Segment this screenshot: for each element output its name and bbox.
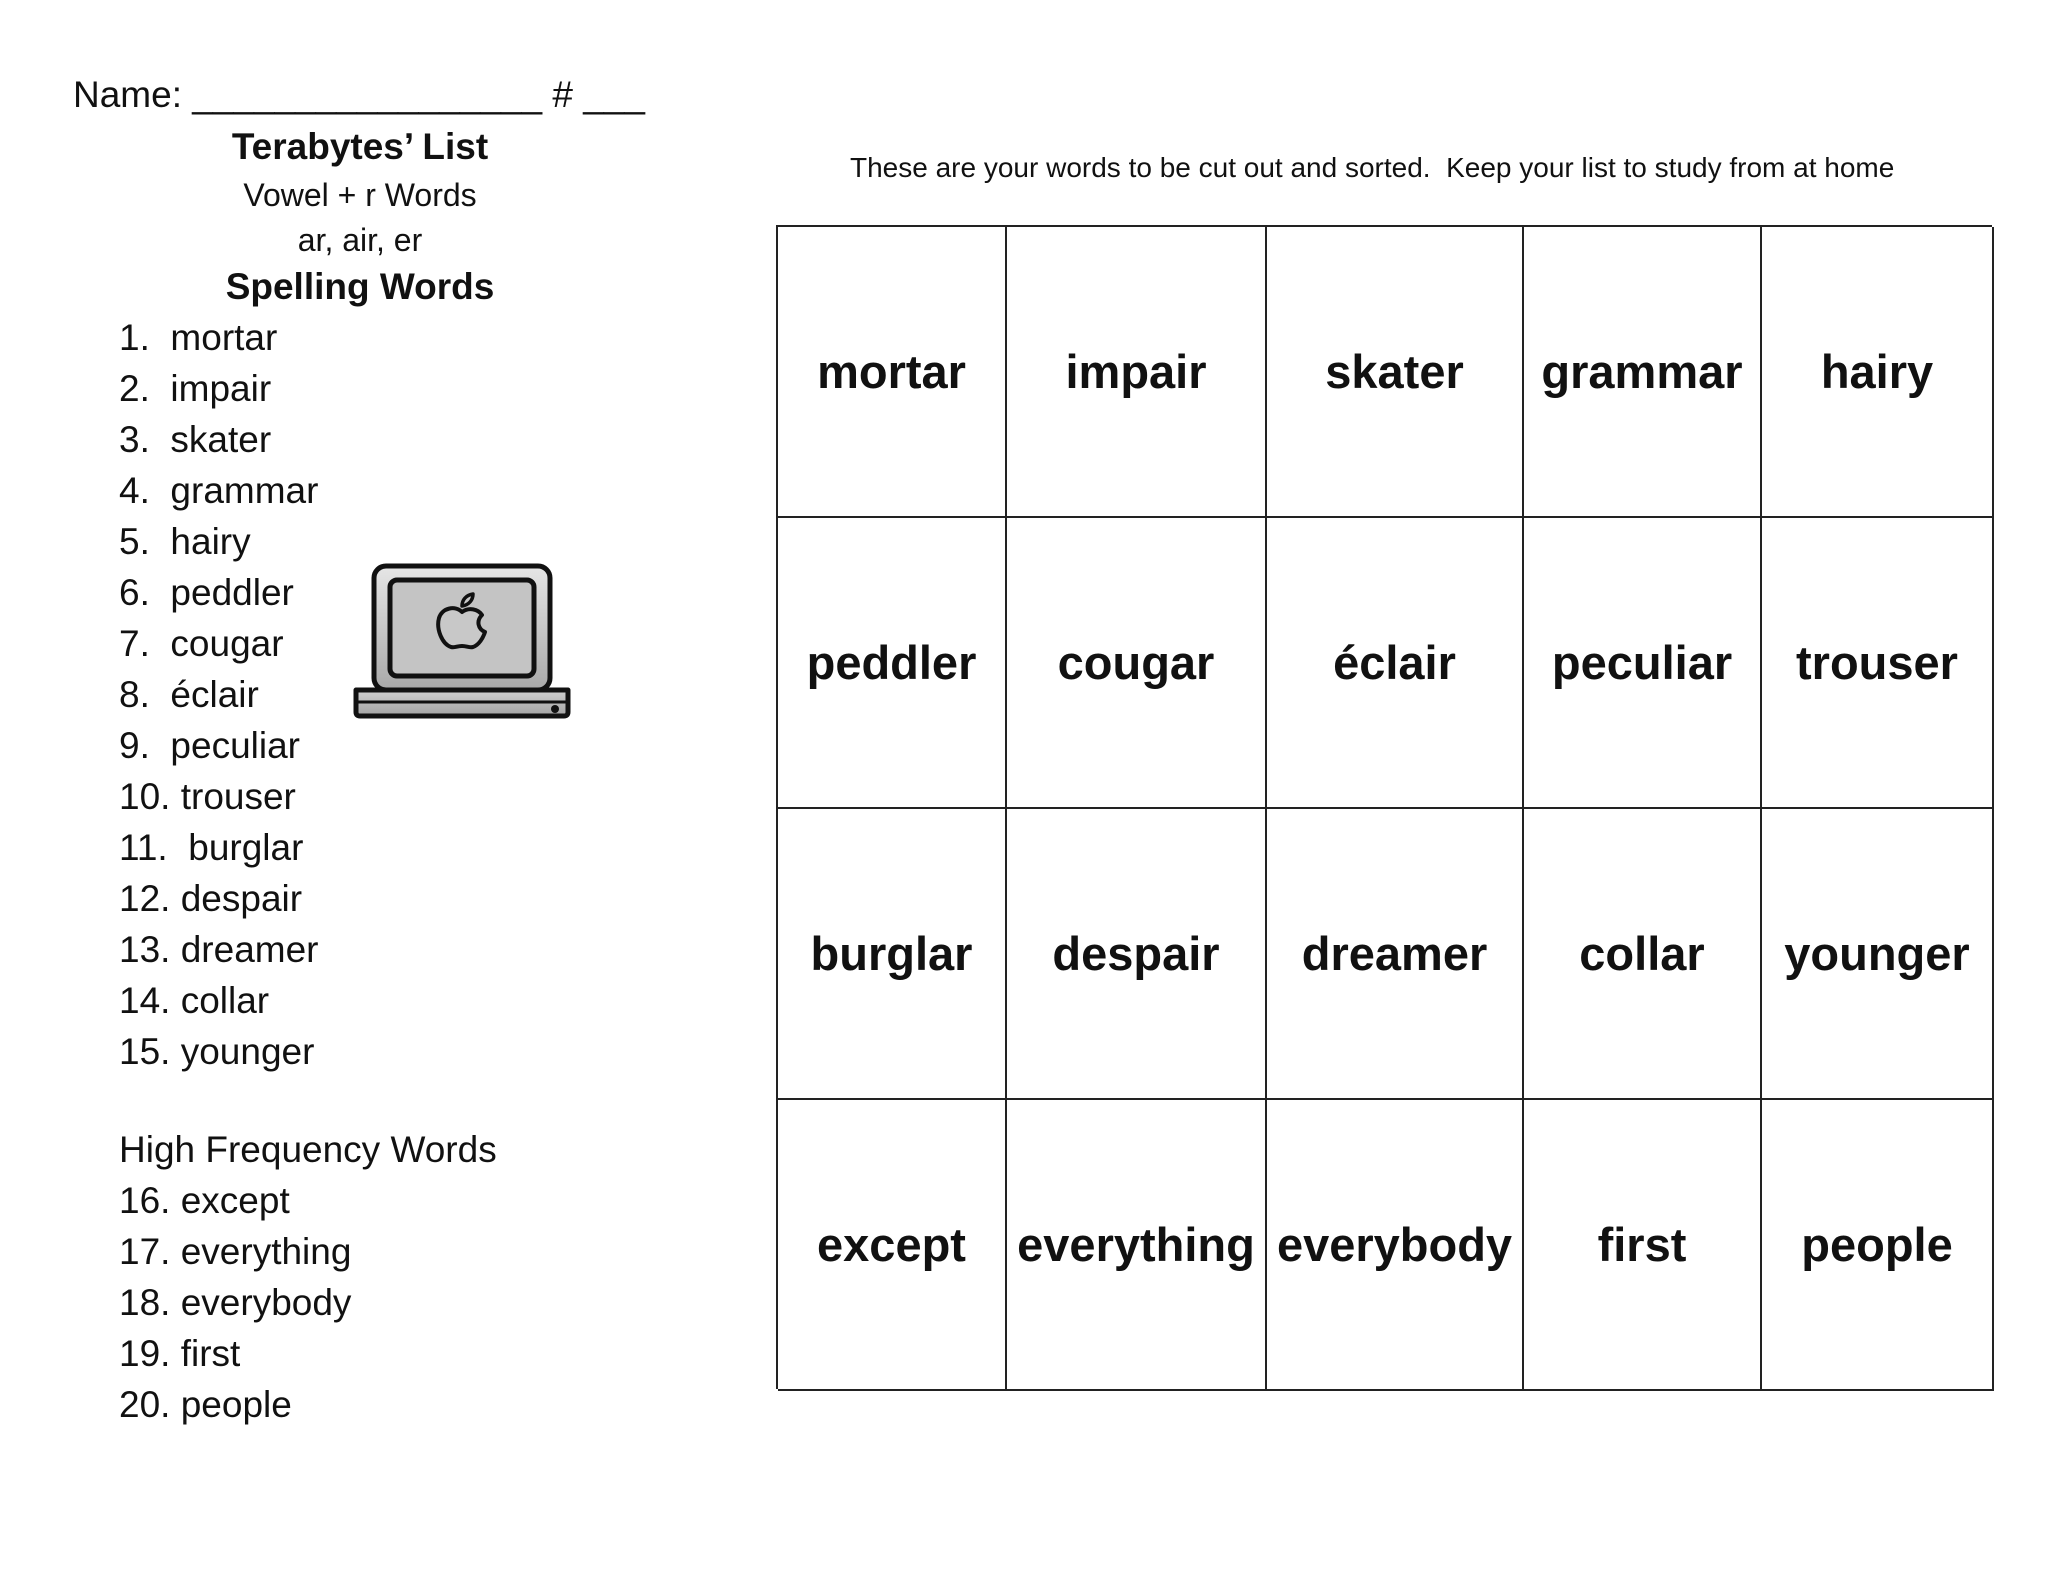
spelling-word-item: 14. collar <box>119 980 270 1021</box>
spelling-words-heading: Spelling Words <box>225 266 495 307</box>
word-card: despair <box>1007 809 1267 1100</box>
list-subtitle: Vowel + r Words <box>243 177 477 213</box>
spelling-word-item: 12. despair <box>119 878 303 919</box>
high-frequency-word-item: 19. first <box>119 1333 241 1374</box>
spelling-word-item: 4. grammar <box>119 470 319 511</box>
spelling-word-item: 5. hairy <box>119 521 251 562</box>
word-card: everybody <box>1267 1100 1524 1391</box>
instruction-text: These are your words to be cut out and sorted. Keep your list to study from at home <box>850 152 1895 183</box>
high-frequency-word-item: 18. everybody <box>119 1282 352 1323</box>
high-frequency-word-item: 16. except <box>119 1180 290 1221</box>
word-card: collar <box>1524 809 1762 1100</box>
word-card: younger <box>1762 809 1994 1100</box>
word-card: cougar <box>1007 518 1267 809</box>
word-card: mortar <box>778 227 1007 518</box>
word-card: first <box>1524 1100 1762 1391</box>
high-frequency-word-item: 20. people <box>119 1384 292 1425</box>
word-card: everything <box>1007 1100 1267 1391</box>
word-card: trouser <box>1762 518 1994 809</box>
high-frequency-heading: High Frequency Words <box>119 1129 497 1170</box>
word-card: peddler <box>778 518 1007 809</box>
spelling-word-item: 8. éclair <box>119 674 259 715</box>
word-card: burglar <box>778 809 1007 1100</box>
spelling-word-item: 7. cougar <box>119 623 284 664</box>
name-line: Name: _________________ # ___ <box>73 74 645 115</box>
spelling-word-item: 13. dreamer <box>119 929 319 970</box>
spelling-word-item: 15. younger <box>119 1031 315 1072</box>
word-card: dreamer <box>1267 809 1524 1100</box>
list-title: Terabytes’ List <box>231 126 489 167</box>
spelling-word-item: 11. burglar <box>119 827 304 868</box>
spelling-word-item: 1. mortar <box>119 317 278 358</box>
word-card: impair <box>1007 227 1267 518</box>
word-card: hairy <box>1762 227 1994 518</box>
spelling-patterns: ar, air, er <box>297 222 423 258</box>
word-card: except <box>778 1100 1007 1391</box>
spelling-word-item: 10. trouser <box>119 776 296 817</box>
word-card: peculiar <box>1524 518 1762 809</box>
high-frequency-word-item: 17. everything <box>119 1231 352 1272</box>
spelling-word-item: 3. skater <box>119 419 272 460</box>
word-card: skater <box>1267 227 1524 518</box>
spelling-word-item: 6. peddler <box>119 572 294 613</box>
high-frequency-word-list <box>119 1175 351 1430</box>
word-card: éclair <box>1267 518 1524 809</box>
word-card-grid <box>776 225 1992 1389</box>
laptop-apple-icon <box>352 562 572 736</box>
word-card: grammar <box>1524 227 1762 518</box>
spelling-word-item: 9. peculiar <box>119 725 300 766</box>
spelling-word-item: 2. impair <box>119 368 272 409</box>
word-card: people <box>1762 1100 1994 1391</box>
spelling-word-list <box>119 312 319 1077</box>
